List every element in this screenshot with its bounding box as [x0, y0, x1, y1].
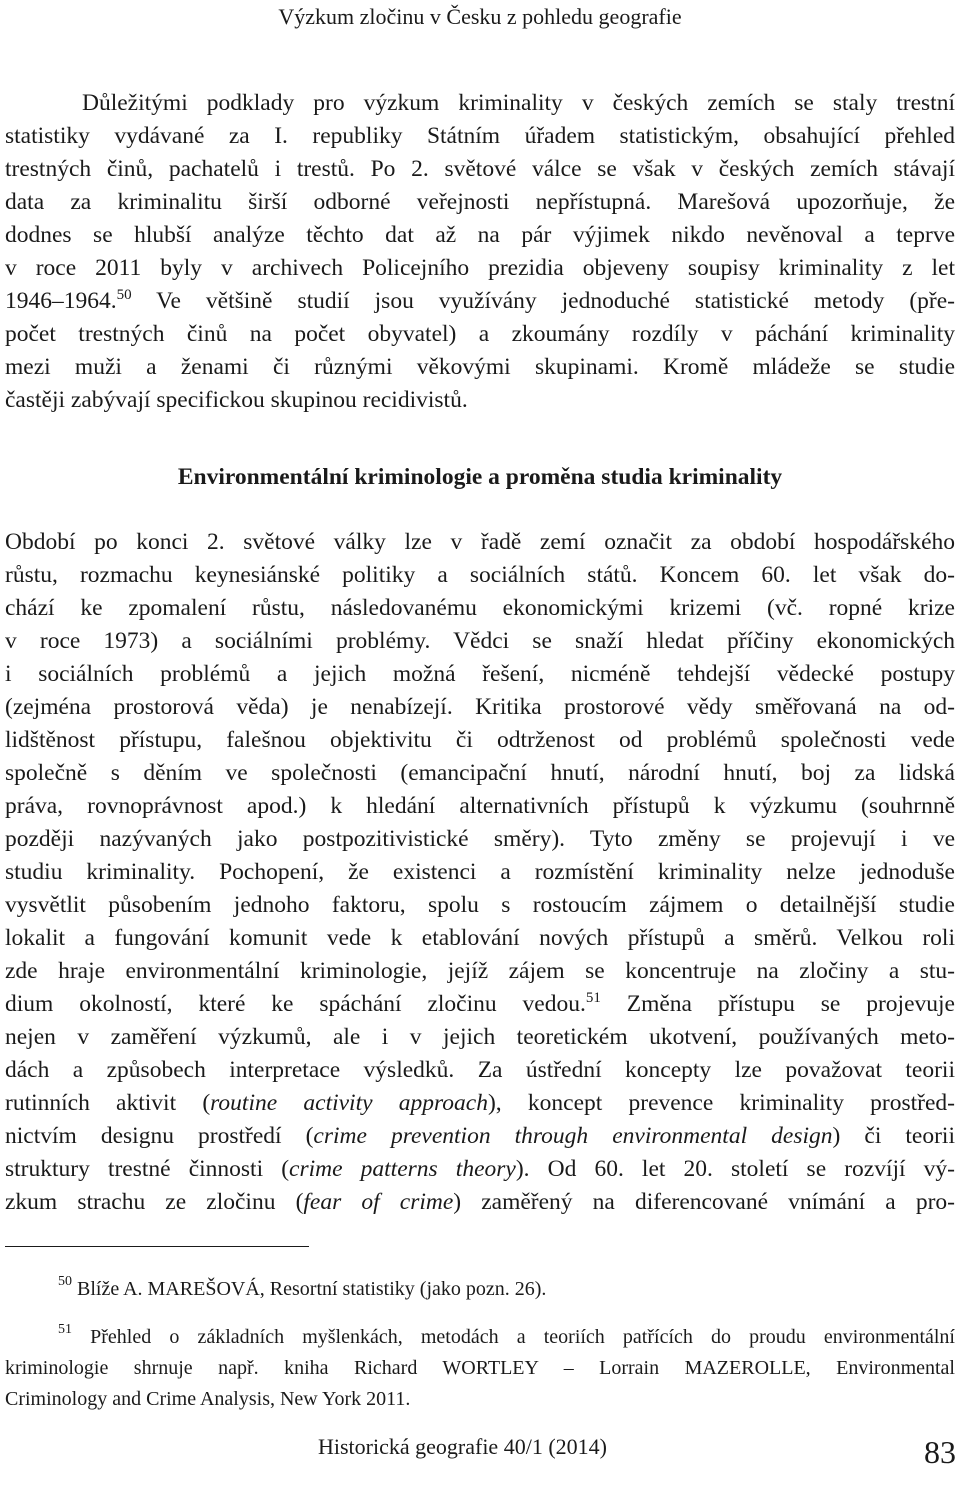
footnote-text: Přehled o základních myšlenkách, metodách a teoriích patřících do proudu environmentální [90, 1326, 955, 1348]
text-segment: nictvím designu prostředí ( [5, 1123, 314, 1149]
text-line: zde hraje environmentální kriminologie, jejíž zájem se koncentruje na zločiny a stu- [5, 958, 955, 984]
footnote-text: kriminologie shrnuje např. kniha Richard WORTLEY – Lorrain MAZEROLLE, Environmental [5, 1357, 955, 1379]
italic-term: crime patterns theory [289, 1156, 516, 1182]
text-line: dodnes se hlubší analýze těchto dat až na pár výjimek nikdo nevěnoval a teprve [5, 222, 955, 248]
footnote-number: 50 [58, 1274, 72, 1289]
footnote-ref-50: 50 [116, 287, 132, 303]
text-line [5, 1186, 955, 1218]
text-line [5, 1153, 955, 1185]
text-line: chází ke zpomalení růstu, následovanému ekonomickými krizemi (vč. ropné krize [5, 595, 955, 621]
text-line [5, 988, 955, 1020]
text-line: trestných činů, pachatelů i trestů. Po 2. světové válce se však v českých zemích stávají [5, 156, 955, 182]
text-line [5, 1120, 955, 1152]
footnote-50 [58, 1274, 955, 1305]
text-line: lidštěnost přístupu, falešnou objektivitu či odtrženost od problémů společnosti vede [5, 727, 955, 753]
text-segment: rutinních aktivit ( [5, 1090, 211, 1116]
text-line [5, 285, 955, 317]
journal-citation: Historická geografie 40/1 (2014) [318, 1434, 607, 1459]
footnote-51 [58, 1322, 955, 1353]
text-segment: ) či teorii [832, 1123, 955, 1149]
text-segment: Ve většině studií jsou využívány jednoduché statistické metody (pře- [131, 288, 955, 314]
section-heading: Environmentální kriminologie a proměna studia kriminality [177, 464, 783, 490]
text-line: lokalit a fungování komunit vede k etablování nových přístupů a směrů. Velkou roli [5, 925, 955, 951]
page-number: 83 [924, 1434, 956, 1470]
text-line: nejen v zaměření výzkumů, ale i v jejich teoretickém ukotvení, používaných meto- [5, 1024, 955, 1050]
footnote-text: Criminology and Crime Analysis, New York 2011. [5, 1388, 411, 1410]
text-line: studiu kriminality. Pochopení, že existenci a rozmístění kriminality nelze jednoduše [5, 859, 955, 885]
running-head: Výzkum zločinu v Česku z pohledu geografie [278, 4, 682, 29]
text-line: Důležitými podklady pro výzkum kriminality v českých zemích se staly trestní [82, 90, 955, 116]
text-line: vysvětlit působením jednoho faktoru, spolu s rostoucím zájmem o detailnější studie [5, 892, 955, 918]
text-segment: struktury trestné činnosti ( [5, 1156, 290, 1182]
footnote-text: Blíže A. MAREŠOVÁ, Resortní statistiky (jako pozn. 26). [77, 1278, 547, 1300]
text-line: dách a způsobech interpretace výsledků. Za ústřední koncepty lze považovat teorii [5, 1057, 955, 1083]
text-segment: ). Od 60. let 20. století se rozvíjí vý- [515, 1156, 955, 1182]
text-line: (zejména prostorová věda) je nenabízejí. Kritika prostorové vědy směřovaná na od- [5, 694, 955, 720]
text-segment: zkum strachu ze zločinu ( [5, 1189, 304, 1215]
italic-term: fear of crime [303, 1189, 454, 1215]
text-segment: ) zaměřený na diferencované vnímání a pro- [453, 1189, 955, 1215]
footnote-separator [5, 1246, 309, 1247]
text-line: statistiky vydávané za I. republiky Státním úřadem statistickým, obsahující přehled [5, 123, 955, 149]
text-line [5, 1087, 955, 1119]
text-line: společně s děním ve společnosti (emancipační hnutí, národní hnutí, boj za lidská [5, 760, 955, 786]
text-segment: ), koncept prevence kriminality prostřed- [487, 1090, 955, 1116]
footnote-ref-51: 51 [585, 990, 601, 1006]
footnote-number: 51 [58, 1322, 72, 1337]
text-line: data za kriminalitu širší odborné veřejnosti nepřístupná. Marešová upozorňuje, že [5, 189, 955, 215]
text-line: růstu, rozmachu keynesiánské politiky a sociálních států. Koncem 60. let však do- [5, 562, 955, 588]
text-line: Období po konci 2. světové války lze v řadě zemí označit za období hospodářského [5, 529, 955, 555]
text-line: práva, rovnoprávnost apod.) k hledání alternativních přístupů k výzkumu (souhrnně [5, 793, 955, 819]
text-line: v roce 1973) a sociálními problémy. Vědci se snaží hledat příčiny ekonomických [5, 628, 955, 654]
text-line: v roce 2011 byly v archivech Policejního prezidia objeveny soupisy kriminality z let [5, 255, 955, 281]
text-segment: Změna přístupu se projevuje [600, 991, 955, 1017]
italic-term: crime prevention through environmental design [313, 1123, 833, 1149]
text-line: počet trestných činů na počet obyvatel) a zkoumány rozdíly v páchání kriminality [5, 321, 955, 347]
text-line: později nazývaných jako postpozitivistické směry). Tyto změny se projevují i ve [5, 826, 955, 852]
text-line: i sociálních problémů a jejich možná řešení, nicméně tehdejší vědecké postupy [5, 661, 955, 687]
text-segment: 1946–1964. [5, 288, 117, 314]
italic-term: routine activity approach [210, 1090, 488, 1116]
text-line: mezi muži a ženami či různými věkovými skupinami. Kromě mládeže se studie [5, 354, 955, 380]
text-segment: dium okolností, které ke spáchání zločinu vedou. [5, 991, 586, 1017]
page-footer [0, 1432, 960, 1486]
text-line: častěji zabývají specifickou skupinou recidivistů. [5, 387, 468, 413]
